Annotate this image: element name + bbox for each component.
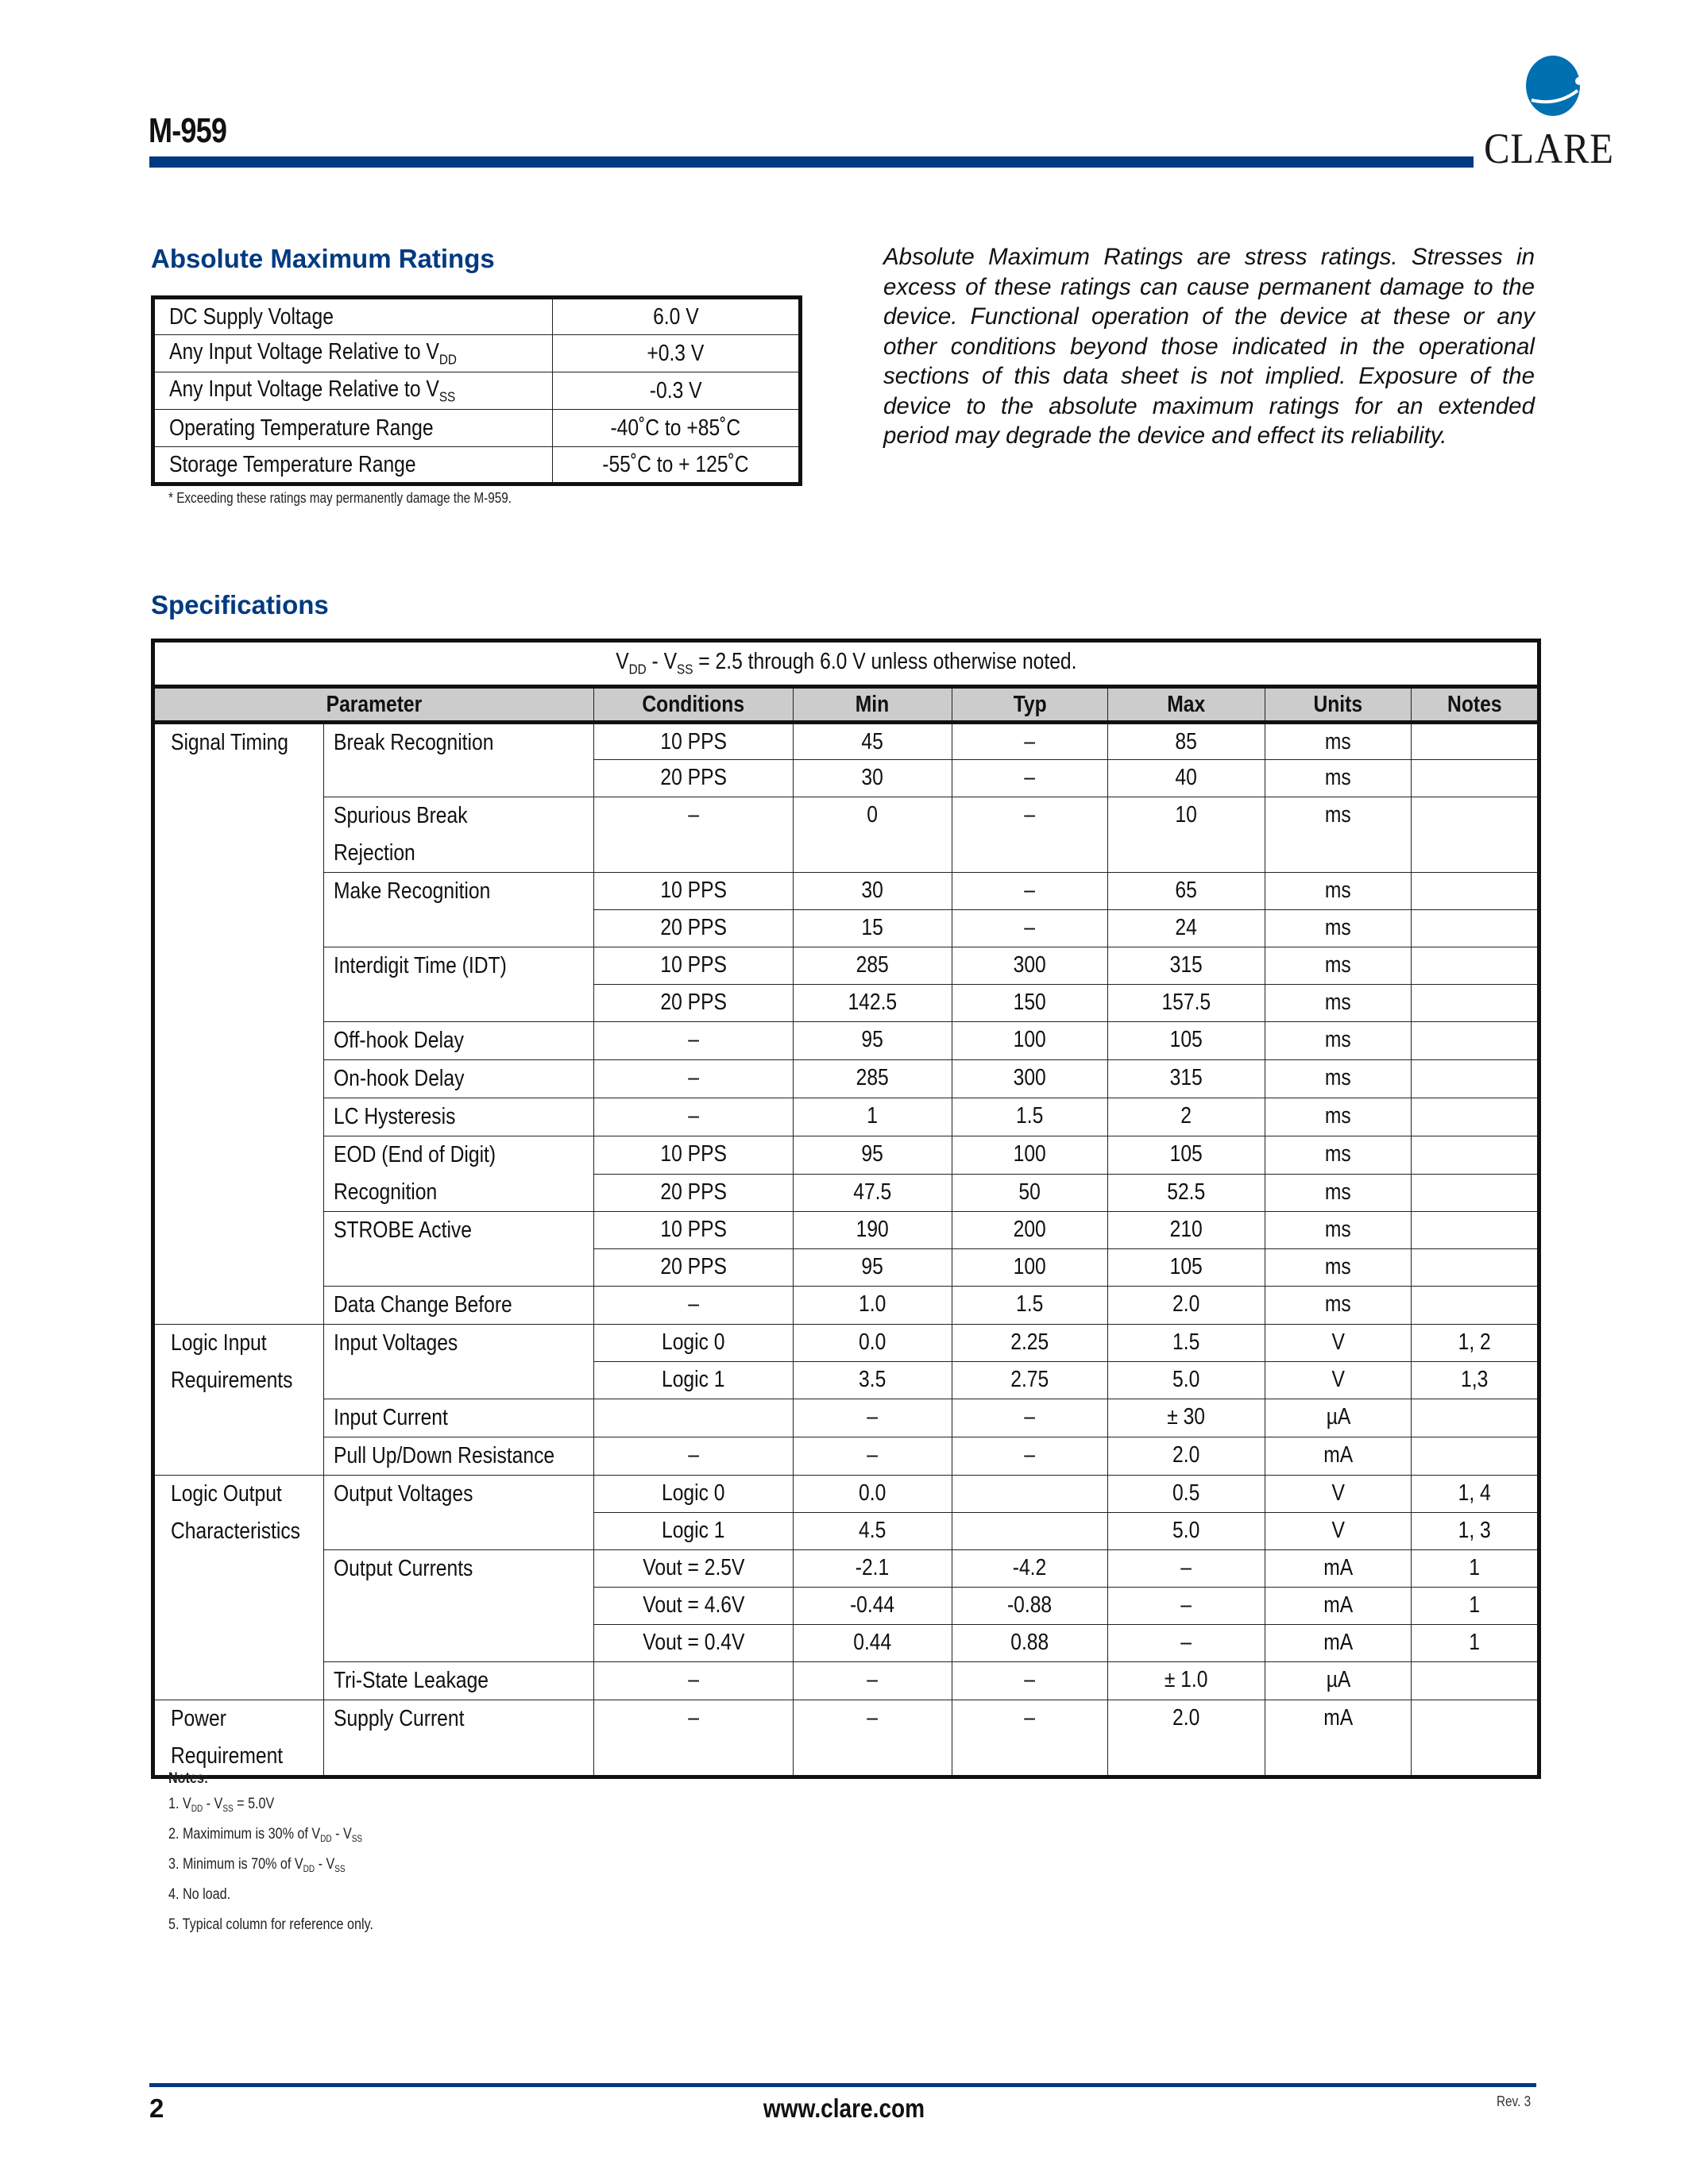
cell-typ [952,1476,1107,1513]
cell-units: ms [1265,1060,1412,1098]
cell-min: 30 [793,760,952,797]
cell-typ: – [952,1399,1107,1437]
note-item: 3. Minimum is 70% of $V_{DD} - V_{SS}$ [168,1856,346,1875]
table-row [153,1287,1539,1325]
note-item: 2. Maximimum is 30% of $V_{DD} - V_{SS}$ [168,1826,363,1845]
cell-min: -2.1 [793,1550,952,1588]
table-row [153,1060,1539,1098]
cell-units: ms [1265,910,1412,947]
cell-units: µA [1265,1662,1412,1700]
cell-max: 5.0 [1107,1362,1265,1399]
cell-max: 157.5 [1107,985,1265,1022]
cell-notes: 1, 2 [1412,1325,1539,1362]
cell-typ: – [952,723,1107,760]
cell-notes [1412,910,1539,947]
cell-min: 0.44 [793,1625,952,1662]
cell-typ [952,1513,1107,1550]
parameter-name: Break Recognition [323,723,593,797]
cell-cond: Vout = 2.5V [593,1550,793,1588]
cell-notes [1412,797,1539,873]
parameter-name: Supply Current [323,1700,593,1777]
cell-units: mA [1265,1588,1412,1625]
parameter-name: LC Hysteresis [323,1098,593,1136]
cell-min: 285 [793,1060,952,1098]
amr-description: Absolute Maximum Ratings are stress ratings. Stresses in excess of these ratings can cause permanent damage to the device. Functional operation of the device at these or any other conditions beyond those indicated in the operational sections of this data sheet is not implied. Exposure of the device to the absolute maximum ratings for an extended period may degrade the device and effect its reliability. [883,244,1535,449]
cell-notes [1412,1212,1539,1249]
table-row [153,372,801,410]
cell-units: ms [1265,1022,1412,1060]
table-row [153,947,1539,985]
cell-typ: – [952,760,1107,797]
table-row [153,1437,1539,1476]
cell-max: 105 [1107,1249,1265,1287]
cell-max: 0.5 [1107,1476,1265,1513]
col-header-min: Min [793,687,952,723]
cell-typ: 100 [952,1136,1107,1175]
cell-cond: – [593,1287,793,1325]
absolute-max-ratings-table [151,295,802,486]
cell-cond: 20 PPS [593,985,793,1022]
col-header-notes: Notes [1412,687,1539,723]
cell-notes: 1 [1412,1550,1539,1588]
cell-notes: 1 [1412,1588,1539,1625]
cell-cond: 20 PPS [593,910,793,947]
cell-units: ms [1265,723,1412,760]
cell-min: – [793,1700,952,1777]
table-row [153,1700,1539,1777]
cell-cond: – [593,1437,793,1476]
cell-cond: 20 PPS [593,1174,793,1212]
parameter-name: Off-hook Delay [323,1022,593,1060]
note-item: 4. No load. [168,1886,231,1904]
group-label: Logic Output Characteristics [153,1476,324,1700]
amr-param: Any Input Voltage Relative to V [169,338,439,365]
header-row [153,687,1539,723]
cell-typ: 1.5 [952,1287,1107,1325]
cell-max: 1.5 [1107,1325,1265,1362]
table-row [153,335,801,372]
amr-footnote-text: * Exceeding these ratings may permanently damage the M-959. [168,490,512,506]
cell-units: V [1265,1362,1412,1399]
cell-min: 45 [793,723,952,760]
amr-value: -55˚C to + 125˚C [602,451,749,477]
cell-max: 10 [1107,797,1265,873]
cell-notes [1412,985,1539,1022]
header-rule [149,156,1474,168]
note-item: 1. $V_{DD} - V_{SS} = 5.0V$ [168,1796,275,1815]
col-header-parameter: Parameter [153,687,594,723]
parameter-name: Spurious Break Rejection [323,797,593,873]
cell-min: 15 [793,910,952,947]
table-row [153,298,801,335]
cell-units: ms [1265,1212,1412,1249]
table-row [153,447,801,484]
cell-max: 315 [1107,947,1265,985]
table-row [153,410,801,447]
cell-notes: 1, 3 [1412,1513,1539,1550]
cell-units: mA [1265,1700,1412,1777]
cell-max: 52.5 [1107,1174,1265,1212]
cell-typ: – [952,797,1107,873]
cell-cond: 10 PPS [593,947,793,985]
subscript: SS [438,388,456,405]
cell-max: 65 [1107,873,1265,910]
cell-max: 315 [1107,1060,1265,1098]
parameter-name: Tri-State Leakage [323,1662,593,1700]
cell-units: V [1265,1513,1412,1550]
cell-min: 30 [793,873,952,910]
table-row [153,873,1539,910]
cell-max: 5.0 [1107,1513,1265,1550]
parameter-name: Input Voltages [323,1325,593,1399]
table-row [153,1022,1539,1060]
group-label: Logic Input Requirements [153,1325,324,1476]
cell-cond: – [593,1662,793,1700]
cell-typ: 2.25 [952,1325,1107,1362]
amr-param: Storage Temperature Range [169,451,416,477]
cell-max: 105 [1107,1022,1265,1060]
specifications-table [151,639,1541,1779]
cell-typ: – [952,1700,1107,1777]
cell-notes [1412,1249,1539,1287]
cell-typ: 50 [952,1174,1107,1212]
amr-param: Any Input Voltage Relative to V [169,376,439,402]
parameter-name: Pull Up/Down Resistance [323,1437,593,1476]
revision-label: Rev. 3 [1497,2093,1532,2109]
cell-min: 4.5 [793,1513,952,1550]
cell-units: V [1265,1325,1412,1362]
cell-units: ms [1265,985,1412,1022]
cell-max: 105 [1107,1136,1265,1175]
amr-value: -0.3 V [649,377,702,403]
amr-param: DC Supply Voltage [169,303,334,330]
cell-typ: 150 [952,985,1107,1022]
cell-max: – [1107,1588,1265,1625]
cell-notes [1412,1399,1539,1437]
notes-title: Notes: [168,1770,209,1787]
cell-units: ms [1265,1098,1412,1136]
cell-max: ± 30 [1107,1399,1265,1437]
table-row [153,723,1539,760]
amr-footnote [168,490,572,507]
cell-typ: – [952,873,1107,910]
cell-cond: 10 PPS [593,723,793,760]
cell-units: mA [1265,1550,1412,1588]
cell-max: 2.0 [1107,1287,1265,1325]
cell-cond: 10 PPS [593,1136,793,1175]
cell-min: 95 [793,1249,952,1287]
cell-cond: 20 PPS [593,1249,793,1287]
conditions-row [153,641,1539,687]
cell-notes [1412,1136,1539,1175]
cell-units: ms [1265,1249,1412,1287]
cell-min: 1 [793,1098,952,1136]
logo-wordmark: CLARE [1484,125,1614,172]
group-label: Signal Timing [153,723,324,1325]
cell-max: – [1107,1625,1265,1662]
cell-units: ms [1265,1174,1412,1212]
cell-max: – [1107,1550,1265,1588]
cell-notes [1412,723,1539,760]
spec-title: Specifications [151,590,329,619]
cell-units: mA [1265,1625,1412,1662]
parameter-name: Output Voltages [323,1476,593,1550]
parameter-name: Output Currents [323,1550,593,1662]
cell-notes [1412,1060,1539,1098]
cell-cond: – [593,797,793,873]
amr-value: 6.0 V [652,303,699,330]
cell-min: 3.5 [793,1362,952,1399]
cell-max: 2 [1107,1098,1265,1136]
cell-typ: 1.5 [952,1098,1107,1136]
cell-min: – [793,1437,952,1476]
cell-notes [1412,1022,1539,1060]
cell-notes [1412,1700,1539,1777]
parameter-name: Interdigit Time (IDT) [323,947,593,1022]
cell-min: 190 [793,1212,952,1249]
note-item: 5. Typical column for reference only. [168,1916,373,1934]
amr-title: Absolute Maximum Ratings [151,244,495,273]
cell-max: 24 [1107,910,1265,947]
table-row [153,1399,1539,1437]
table-row [153,1174,1539,1212]
cell-min: 142.5 [793,985,952,1022]
table-row [153,797,1539,873]
cell-max: 40 [1107,760,1265,797]
cell-max: 2.0 [1107,1437,1265,1476]
cell-cond: Logic 1 [593,1513,793,1550]
cell-units: µA [1265,1399,1412,1437]
cell-cond: – [593,1060,793,1098]
parameter-name: STROBE Active [323,1212,593,1287]
parameter-name: Data Change Before [323,1287,593,1325]
cell-units: mA [1265,1437,1412,1476]
cell-units: ms [1265,947,1412,985]
table-row [153,1476,1539,1513]
footer-rule [149,2083,1536,2087]
cell-min: 0 [793,797,952,873]
cell-notes [1412,760,1539,797]
cell-notes [1412,873,1539,910]
cell-units: ms [1265,760,1412,797]
parameter-name: Input Current [323,1399,593,1437]
cell-cond: 20 PPS [593,760,793,797]
cell-max: 2.0 [1107,1700,1265,1777]
cell-min: 285 [793,947,952,985]
cell-cond: – [593,1098,793,1136]
cell-min: – [793,1399,952,1437]
cell-cond [593,1399,793,1437]
cell-min: 0.0 [793,1325,952,1362]
cell-min: 0.0 [793,1476,952,1513]
cell-max: 210 [1107,1212,1265,1249]
cell-typ: 100 [952,1022,1107,1060]
cell-typ: 2.75 [952,1362,1107,1399]
cell-min: 95 [793,1136,952,1175]
cell-notes [1412,947,1539,985]
cell-notes [1412,1174,1539,1212]
amr-value: +0.3 V [647,340,705,366]
cell-typ: 100 [952,1249,1107,1287]
col-header-typ: Typ [952,687,1107,723]
cell-max: 85 [1107,723,1265,760]
cell-min: 47.5 [793,1174,952,1212]
parameter-name: EOD (End of Digit) [323,1136,593,1175]
cell-typ: – [952,1662,1107,1700]
parameter-name: Recognition [323,1174,593,1212]
cell-typ: 300 [952,947,1107,985]
cell-units: ms [1265,873,1412,910]
cell-min: 95 [793,1022,952,1060]
parameter-name: Make Recognition [323,873,593,947]
website-link[interactable]: www.clare.com [763,2093,925,2123]
table-row [153,1662,1539,1700]
cell-notes: 1, 4 [1412,1476,1539,1513]
cell-cond: Vout = 0.4V [593,1625,793,1662]
cell-cond: Vout = 4.6V [593,1588,793,1625]
cell-cond: 10 PPS [593,873,793,910]
group-label: Power Requirement [153,1700,324,1777]
table-row [153,1136,1539,1175]
cell-notes: 1 [1412,1625,1539,1662]
cell-min: -0.44 [793,1588,952,1625]
cell-notes [1412,1287,1539,1325]
cell-units: ms [1265,1287,1412,1325]
parameter-name: On-hook Delay [323,1060,593,1098]
globe-logo-icon [1525,54,1581,118]
cell-min: 1.0 [793,1287,952,1325]
cell-cond: Logic 1 [593,1362,793,1399]
clare-logo [1462,48,1636,175]
table-row [153,1098,1539,1136]
cell-notes [1412,1098,1539,1136]
cell-units: V [1265,1476,1412,1513]
cell-typ: -0.88 [952,1588,1107,1625]
cell-cond: – [593,1022,793,1060]
cell-cond: Logic 0 [593,1476,793,1513]
cell-notes [1412,1662,1539,1700]
conditions-note: $V_{DD} - V_{SS} = 2.5$ through 6.0 V unless otherwise noted. [153,641,1539,687]
cell-typ: 300 [952,1060,1107,1098]
cell-cond: Logic 0 [593,1325,793,1362]
page-number: 2 [149,2093,164,2123]
cell-notes [1412,1437,1539,1476]
subscript: DD [438,351,457,368]
cell-notes: 1,3 [1412,1362,1539,1399]
cell-cond: – [593,1700,793,1777]
cell-units: ms [1265,797,1412,873]
table-row [153,1325,1539,1362]
cell-max: ± 1.0 [1107,1662,1265,1700]
notes-block [168,1766,409,1943]
cell-cond: 10 PPS [593,1212,793,1249]
cell-typ: 200 [952,1212,1107,1249]
col-header-units: Units [1265,687,1412,723]
amr-param: Operating Temperature Range [169,415,434,441]
table-row [153,1212,1539,1249]
cell-typ: -4.2 [952,1550,1107,1588]
cell-typ: – [952,910,1107,947]
cell-typ: – [952,1437,1107,1476]
col-header-max: Max [1107,687,1265,723]
amr-value: -40˚C to +85˚C [610,415,741,441]
document-id: M-959 [149,111,227,150]
cell-typ: 0.88 [952,1625,1107,1662]
table-row [153,1550,1539,1588]
cell-min: – [793,1662,952,1700]
col-header-conditions: Conditions [593,687,793,723]
cell-units: ms [1265,1136,1412,1175]
